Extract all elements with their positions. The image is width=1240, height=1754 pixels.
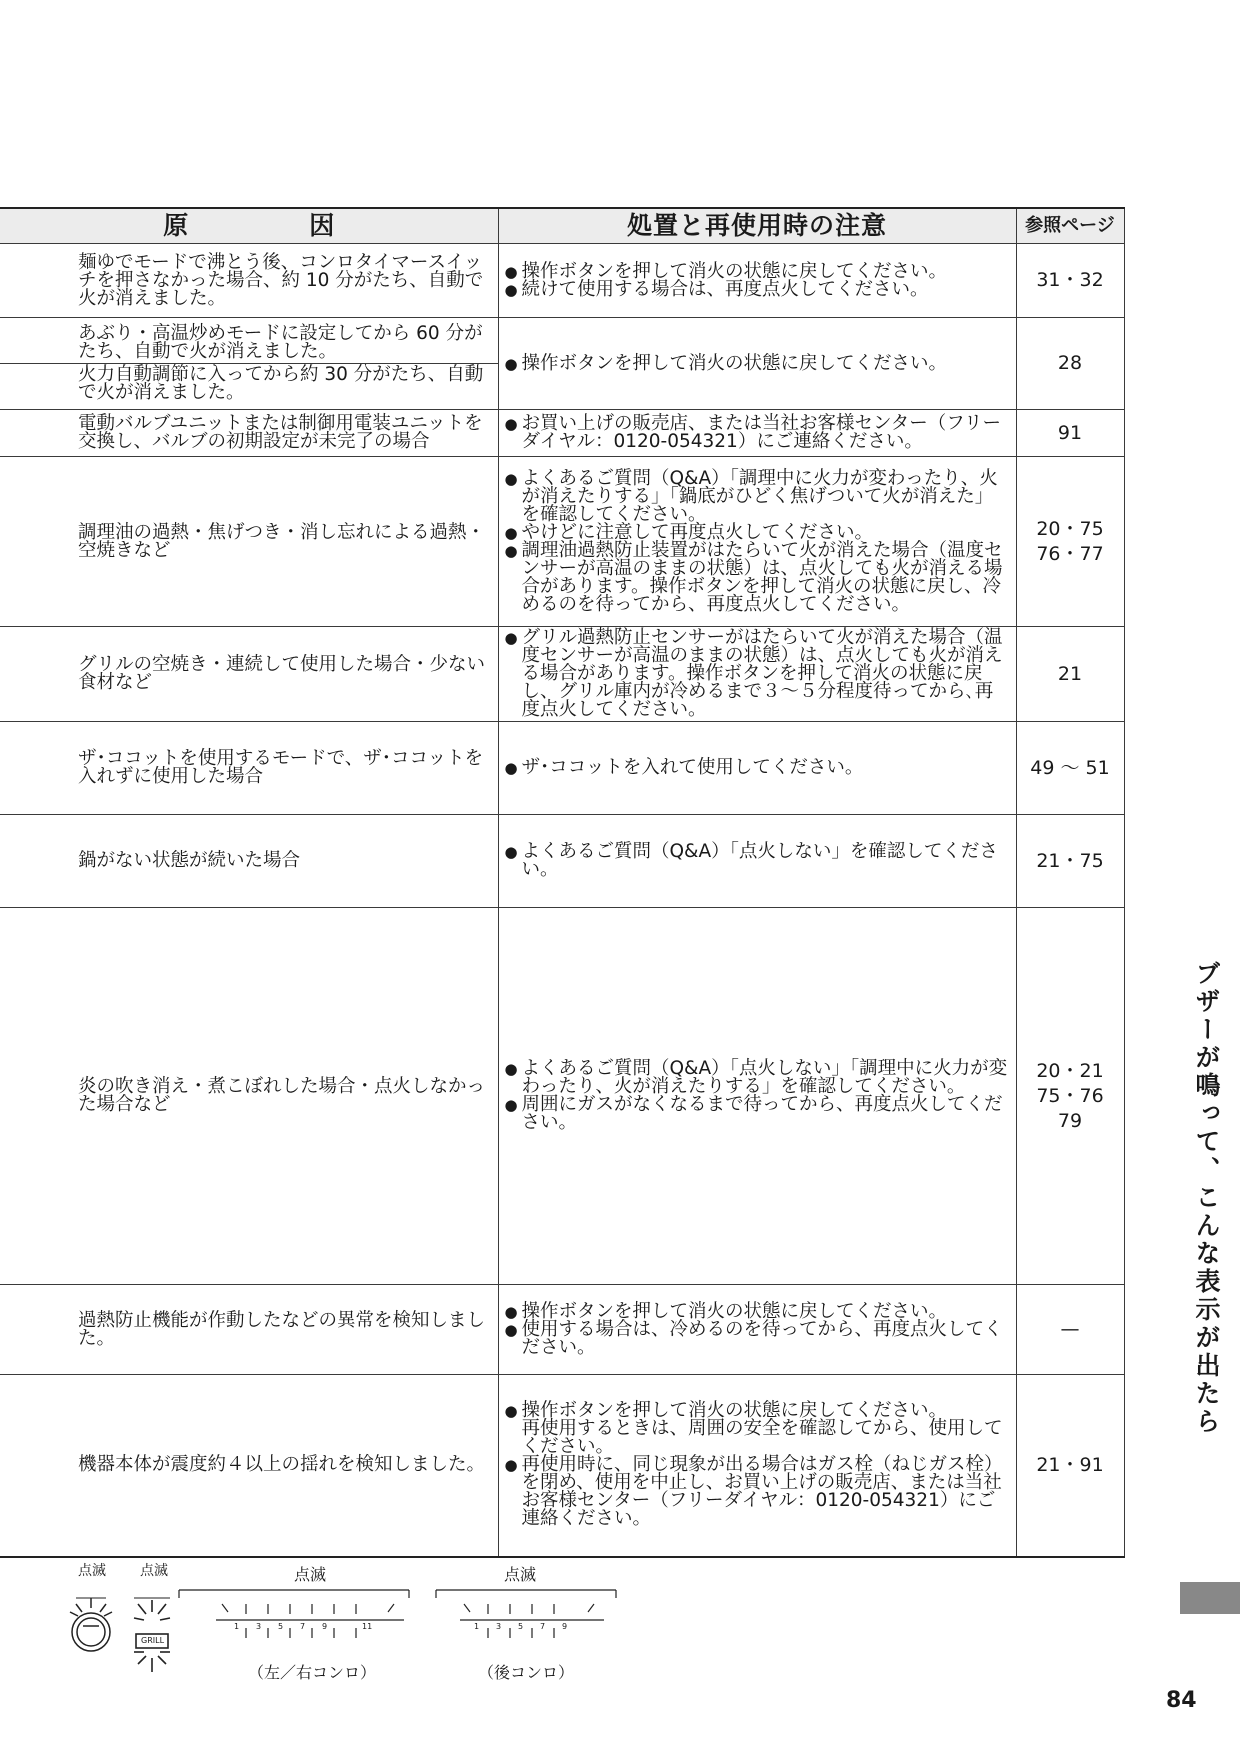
side-section-title: ブザーが鳴って、こんな表示が出たら <box>1192 960 1221 1436</box>
page-number: 84 <box>1166 1688 1197 1713</box>
ref-page: 75・76 <box>1036 1084 1104 1107</box>
action-cell <box>498 244 1016 318</box>
knob-icon <box>70 1598 112 1651</box>
ref-cell <box>1016 410 1124 457</box>
action-item: ● お買い上げの販売店、または当社お客様センター（フリーダイヤル：0120-054321）にご連絡ください。 <box>505 415 1012 451</box>
ref-page: 49 ～ 51 <box>1030 756 1110 779</box>
action-item: ● 操作ボタンを押して消火の状態に戻してください。 <box>505 263 1012 281</box>
action-cell <box>498 627 1016 722</box>
action-cell <box>498 410 1016 457</box>
action-cell <box>498 1375 1016 1557</box>
table-row <box>0 244 1124 318</box>
ref-page: — <box>1060 1318 1080 1340</box>
ref-page: 79 <box>1057 1109 1083 1132</box>
blink-label: 点滅 <box>294 1565 327 1584</box>
action-cell <box>498 722 1016 815</box>
action-cell <box>498 1285 1016 1375</box>
ref-page: 31・32 <box>1036 269 1104 291</box>
scale-number: 3 <box>496 1622 502 1631</box>
cause-text: 火力自動調節に入ってから約 30 分がたち、自動で火が消えました。 <box>78 364 484 403</box>
action-item <box>505 1402 1012 1456</box>
action-item: ● やけどに注意して再度点火してください。 <box>505 524 1012 542</box>
blink-indicator-figure <box>64 1560 644 1696</box>
ref-cell <box>1016 722 1124 815</box>
cause-cell: グリルの空焼き・連続して使用した場合・少ない食材など <box>0 627 498 722</box>
action-item: ● 周囲にガスがなくなるまで待ってから、再度点火してください。 <box>505 1096 1012 1132</box>
cause-cell: 炎の吹き消え・煮こぼれした場合・点火しなかった場合など <box>0 908 498 1285</box>
caption-rear-burner: （後コンロ） <box>478 1663 575 1682</box>
section-tab-marker <box>1180 1582 1240 1614</box>
action-item: ● 調理油過熱防止装置がはたらいて火が消えた場合（温度センサーが高温のままの状態）は、点火しても火が消える場合があります。操作ボタンを押して消火の状態に戻し、冷めるのを待ってから、再度点火してください。 <box>505 542 1012 614</box>
cause-cell <box>0 318 498 410</box>
table-header-row <box>0 208 1124 244</box>
action-cell <box>498 908 1016 1285</box>
ref-page: 21・91 <box>1036 1453 1104 1476</box>
table-row <box>0 318 1124 410</box>
rear-burner-scale <box>436 1590 616 1638</box>
cause-cell: ザ･ココットを使用するモードで、ザ･ココットを入れずに使用した場合 <box>0 722 498 815</box>
ref-cell <box>1016 457 1124 627</box>
ref-page: 20・21 <box>1036 1059 1104 1082</box>
table-row <box>0 815 1124 908</box>
action-item: ● よくあるご質問（Q&A）「点火しない」を確認してください。 <box>505 843 1012 879</box>
blink-label: 点滅 <box>504 1565 537 1584</box>
troubleshooting-table <box>0 207 1125 1558</box>
scale-number: 7 <box>300 1622 306 1631</box>
ref-cell <box>1016 908 1124 1285</box>
action-item: ● 再使用時に、同じ現象が出る場合はガス栓（ねじガス栓）を閉め、使用を中止し、お買い上げの販売店、または当社お客様センター（フリーダイヤル：0120-054321）にご連絡ください。 <box>505 1456 1012 1528</box>
cause-cell: 機器本体が震度約４以上の揺れを検知しました。 <box>0 1375 498 1557</box>
scale-number: 11 <box>362 1622 373 1631</box>
table-row <box>0 627 1124 722</box>
action-text: 操作ボタンを押して消火の状態に戻してください。 <box>521 1400 948 1422</box>
scale-number: 7 <box>540 1622 546 1631</box>
action-item: ● グリル過熱防止センサーがはたらいて火が消えた場合（温度センサーが高温のままの状態）は、点火しても火が消える場合があります。操作ボタンを押して消火の状態に戻し、グリル庫内が冷めるまで３～５分程度待ってから､再度点火してください。 <box>505 629 1012 719</box>
action-item: ● 続けて使用する場合は、再度点火してください。 <box>505 281 1012 299</box>
table-row <box>0 1285 1124 1375</box>
action-item: ● よくあるご質問（Q&A）「点火しない」「調理中に火力が変わったり、火が消えたりする」を確認してください。 <box>505 1060 1012 1096</box>
table-row <box>0 410 1124 457</box>
action-cell <box>498 457 1016 627</box>
scale-number: 9 <box>322 1622 328 1631</box>
cause-text: あぶり・高温炒めモードに設定してから 60 分がたち、自動で火が消えました。 <box>78 323 483 362</box>
ref-cell <box>1016 244 1124 318</box>
cause-cell: 電動バルブユニットまたは制御用電装ユニットを交換し、バルブの初期設定が未完了の場合 <box>0 410 498 457</box>
table-row <box>0 722 1124 815</box>
scale-number: 5 <box>278 1622 284 1631</box>
ref-page: 28 <box>1057 352 1083 374</box>
scale-number: 9 <box>562 1622 568 1631</box>
header-ref: 参照ページ <box>1016 208 1124 244</box>
action-item: ● 操作ボタンを押して消火の状態に戻してください。 <box>505 1303 1012 1321</box>
action-subtext: 再使用するときは、周囲の安全を確認してから、使用してください。 <box>521 1418 1003 1458</box>
ref-cell <box>1016 627 1124 722</box>
table-row <box>0 457 1124 627</box>
cause-cell: 調理油の過熱・焦げつき・消し忘れによる過熱・空焼きなど <box>0 457 498 627</box>
ref-page: 21・75 <box>1036 849 1104 872</box>
action-item: ● ザ･ココットを入れて使用してください。 <box>505 759 1012 777</box>
scale-number: 5 <box>518 1622 524 1631</box>
blink-label: 点滅 <box>140 1563 168 1579</box>
ref-page: 21 <box>1057 662 1083 685</box>
action-cell <box>498 815 1016 908</box>
ref-page: 76・77 <box>1036 542 1104 565</box>
ref-page: 20・75 <box>1036 517 1104 540</box>
table-row <box>0 908 1124 1285</box>
scale-number: 3 <box>256 1622 262 1631</box>
ref-page: 91 <box>1057 421 1083 444</box>
ref-cell <box>1016 1375 1124 1557</box>
cause-cell: 麺ゆでモードで沸とう後、コンロタイマースイッチを押さなかった場合、約 10 分がたち、自動で火が消えました。 <box>0 244 498 318</box>
action-item: ● よくあるご質問（Q&A）「調理中に火力が変わったり、火が消えたりする」「鍋底がひどく焦げついて火が消えた」を確認してください。 <box>505 470 1012 524</box>
scale-number: 1 <box>474 1622 480 1631</box>
table-row <box>0 1375 1124 1557</box>
ref-cell <box>1016 815 1124 908</box>
action-item: ● 操作ボタンを押して消火の状態に戻してください。 <box>505 355 1012 373</box>
cause-cell: 鍋がない状態が続いた場合 <box>0 815 498 908</box>
scale-number: 1 <box>234 1622 240 1631</box>
left-burner-scale <box>179 1590 409 1638</box>
header-action: 処置と再使用時の注意 <box>498 208 1016 244</box>
action-item: ● 使用する場合は、冷めるのを待ってから、再度点火してください。 <box>505 1321 1012 1357</box>
cause-cell: 過熱防止機能が作動したなどの異常を検知しました。 <box>0 1285 498 1375</box>
ref-cell <box>1016 1285 1124 1375</box>
header-cause: 原 因 <box>0 208 498 244</box>
ref-cell <box>1016 318 1124 410</box>
action-cell <box>498 318 1016 410</box>
grill-label: GRILL <box>141 1636 165 1645</box>
caption-left-right-burner: （左／右コンロ） <box>248 1663 377 1682</box>
blink-label: 点滅 <box>78 1563 106 1579</box>
